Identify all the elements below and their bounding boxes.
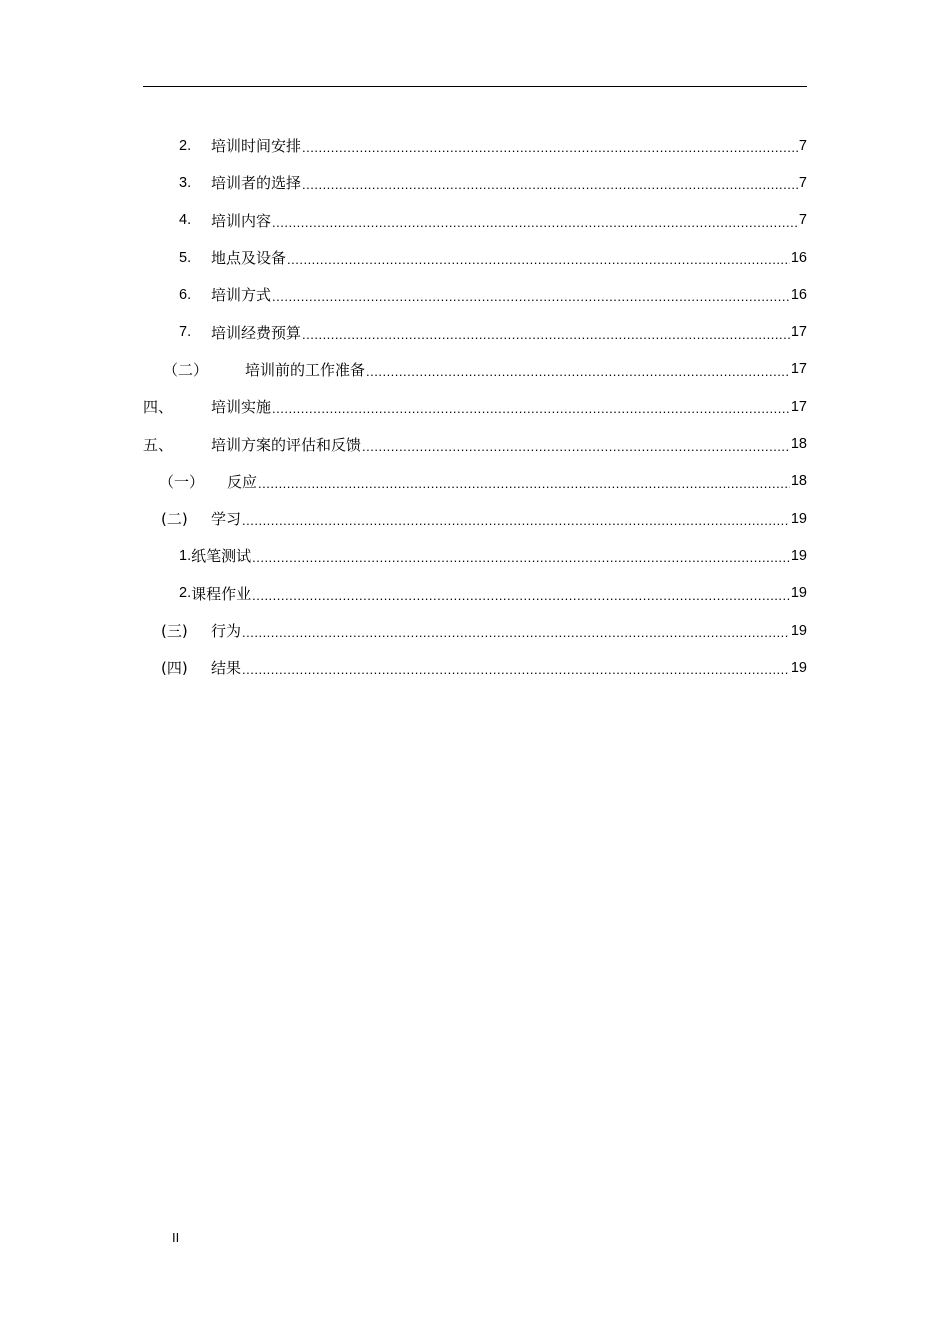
toc-entry[interactable]	[143, 276, 807, 313]
toc-leader-dots	[272, 289, 790, 304]
toc-entry[interactable]	[143, 127, 807, 164]
toc-leader-dots	[252, 588, 790, 603]
toc-entry-number: 7.	[179, 324, 192, 341]
toc-entry-title: 行为	[211, 622, 242, 640]
toc-entry[interactable]	[143, 500, 807, 537]
toc-leader-dots	[272, 401, 790, 416]
toc-entry[interactable]	[143, 649, 807, 686]
page-number: II	[172, 1230, 180, 1245]
toc-entry-number: 2.	[179, 137, 192, 154]
toc-entry-number: 四、	[143, 398, 174, 417]
toc-entry[interactable]	[143, 425, 807, 462]
toc-entry-number: 五、	[143, 435, 174, 454]
toc-entry-title: 培训方案的评估和反馈	[211, 435, 362, 454]
toc-entry-page: 19	[790, 622, 807, 639]
toc-entry-number: (二)	[161, 510, 188, 529]
toc-leader-dots	[242, 625, 790, 640]
toc-entry-title: 培训前的工作准备	[245, 360, 366, 379]
toc-entry-title: 地点及设备	[211, 249, 287, 268]
toc-entry-title: 学习	[211, 510, 242, 529]
toc-entry[interactable]	[143, 388, 807, 425]
toc-entry[interactable]	[143, 575, 807, 612]
toc-leader-dots	[287, 252, 790, 267]
toc-leader-dots	[302, 327, 790, 342]
toc-entry-page: 19	[790, 585, 807, 602]
table-of-contents	[143, 127, 807, 686]
toc-entry[interactable]	[143, 612, 807, 649]
toc-leader-dots	[272, 215, 798, 230]
toc-entry-number: （二）	[163, 360, 209, 379]
toc-entry-title: 培训方式	[211, 286, 272, 305]
toc-entry-number: 3.	[179, 174, 192, 191]
toc-entry-page: 19	[790, 510, 807, 527]
toc-entry-number: 6.	[179, 286, 192, 303]
toc-entry-page: 16	[790, 249, 807, 266]
toc-entry[interactable]	[143, 202, 807, 239]
toc-entry-page: 17	[790, 324, 807, 341]
toc-entry-page: 19	[790, 547, 807, 564]
toc-entry[interactable]	[143, 351, 807, 388]
toc-entry-page: 16	[790, 286, 807, 303]
toc-leader-dots	[302, 140, 798, 155]
toc-entry-title: 课程作业	[191, 584, 252, 603]
toc-entry-page: 7	[798, 137, 807, 154]
toc-entry-title: 培训内容	[211, 211, 272, 230]
toc-entry-page: 18	[790, 473, 807, 490]
toc-leader-dots	[362, 439, 790, 454]
toc-entry-number: 5.	[179, 249, 192, 266]
header-rule	[143, 86, 807, 87]
toc-entry[interactable]	[143, 164, 807, 201]
toc-entry-number: 2.	[179, 585, 192, 602]
toc-entry-page: 17	[790, 398, 807, 415]
toc-entry-title: 培训时间安排	[211, 137, 302, 156]
toc-entry-number: (四)	[161, 659, 188, 678]
toc-entry-page: 18	[790, 436, 807, 453]
toc-entry-number: （一）	[159, 472, 205, 491]
toc-entry-number: 1.	[179, 547, 192, 564]
toc-entry[interactable]	[143, 463, 807, 500]
toc-entry[interactable]	[143, 239, 807, 276]
toc-leader-dots	[302, 177, 798, 192]
toc-leader-dots	[366, 364, 790, 379]
toc-leader-dots	[258, 476, 790, 491]
toc-entry-page: 7	[798, 174, 807, 191]
toc-entry-title: 纸笔测试	[191, 547, 252, 566]
toc-entry-title: 反应	[227, 472, 258, 491]
toc-entry-page: 19	[790, 659, 807, 676]
toc-entry-title: 结果	[211, 659, 242, 678]
toc-entry-title: 培训实施	[211, 398, 272, 417]
toc-entry-title: 培训经费预算	[211, 323, 302, 342]
toc-leader-dots	[252, 550, 790, 565]
toc-entry-number: 4.	[179, 212, 192, 229]
toc-entry-page: 17	[790, 361, 807, 378]
toc-entry-page: 7	[798, 212, 807, 229]
toc-leader-dots	[242, 513, 790, 528]
toc-entry-number: (三)	[161, 622, 188, 640]
toc-entry-title: 培训者的选择	[211, 174, 302, 193]
toc-entry[interactable]	[143, 537, 807, 574]
toc-leader-dots	[242, 662, 790, 677]
toc-entry[interactable]	[143, 313, 807, 350]
